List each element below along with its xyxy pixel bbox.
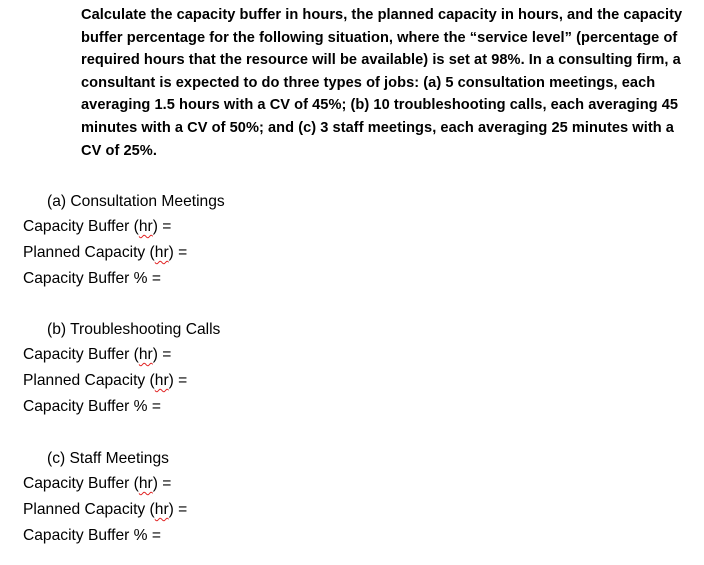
capacity-buffer-hr-line	[23, 215, 171, 239]
equals: ) =	[152, 346, 172, 363]
unit-hr: hr	[154, 372, 169, 389]
planned-capacity-hr-line	[23, 241, 187, 265]
capacity-buffer-hr-line	[23, 472, 171, 496]
capacity-buffer-percent-line: Capacity Buffer % =	[23, 398, 161, 415]
unit-hr: hr	[154, 501, 169, 518]
unit-hr: hr	[154, 244, 169, 261]
unit-hr: hr	[138, 346, 153, 363]
capacity-buffer-percent-line: Capacity Buffer % =	[23, 527, 161, 544]
capacity-buffer-hr-line	[23, 343, 171, 367]
planned-capacity-hr-line	[23, 369, 187, 393]
label: Capacity Buffer (	[23, 218, 139, 235]
capacity-buffer-percent-line: Capacity Buffer % =	[23, 270, 161, 287]
label: Planned Capacity (	[23, 244, 155, 261]
unit-hr: hr	[138, 218, 153, 235]
equals: ) =	[152, 218, 172, 235]
planned-capacity-hr-line	[23, 498, 187, 522]
section-title: (c) Staff Meetings	[47, 450, 169, 467]
equals: ) =	[168, 372, 188, 389]
label: Planned Capacity (	[23, 501, 155, 518]
equals: ) =	[168, 244, 188, 261]
equals: ) =	[168, 501, 188, 518]
equals: ) =	[152, 475, 172, 492]
question-text: Calculate the capacity buffer in hours, the planned capacity in hours, and the capacity buffer percentage for the following situation, where the “service level” (percentage of required hours that the resource will be available) is set at 98%. In a consulting firm, a consultant is expected to do three types of jobs: (a) 5 consultation meetings, each averaging 1.5 hours with a CV of 45%; (b) 10 troubleshooting calls, each averaging 45 minutes with a CV of 50%; and (c) 3 staff meetings, each averaging 25 minutes with a CV of 25%.	[81, 7, 683, 159]
unit-hr: hr	[138, 475, 153, 492]
label: Planned Capacity (	[23, 372, 155, 389]
label: Capacity Buffer (	[23, 475, 139, 492]
section-title: (b) Troubleshooting Calls	[47, 321, 221, 338]
section-title: (a) Consultation Meetings	[47, 193, 225, 210]
label: Capacity Buffer (	[23, 346, 139, 363]
